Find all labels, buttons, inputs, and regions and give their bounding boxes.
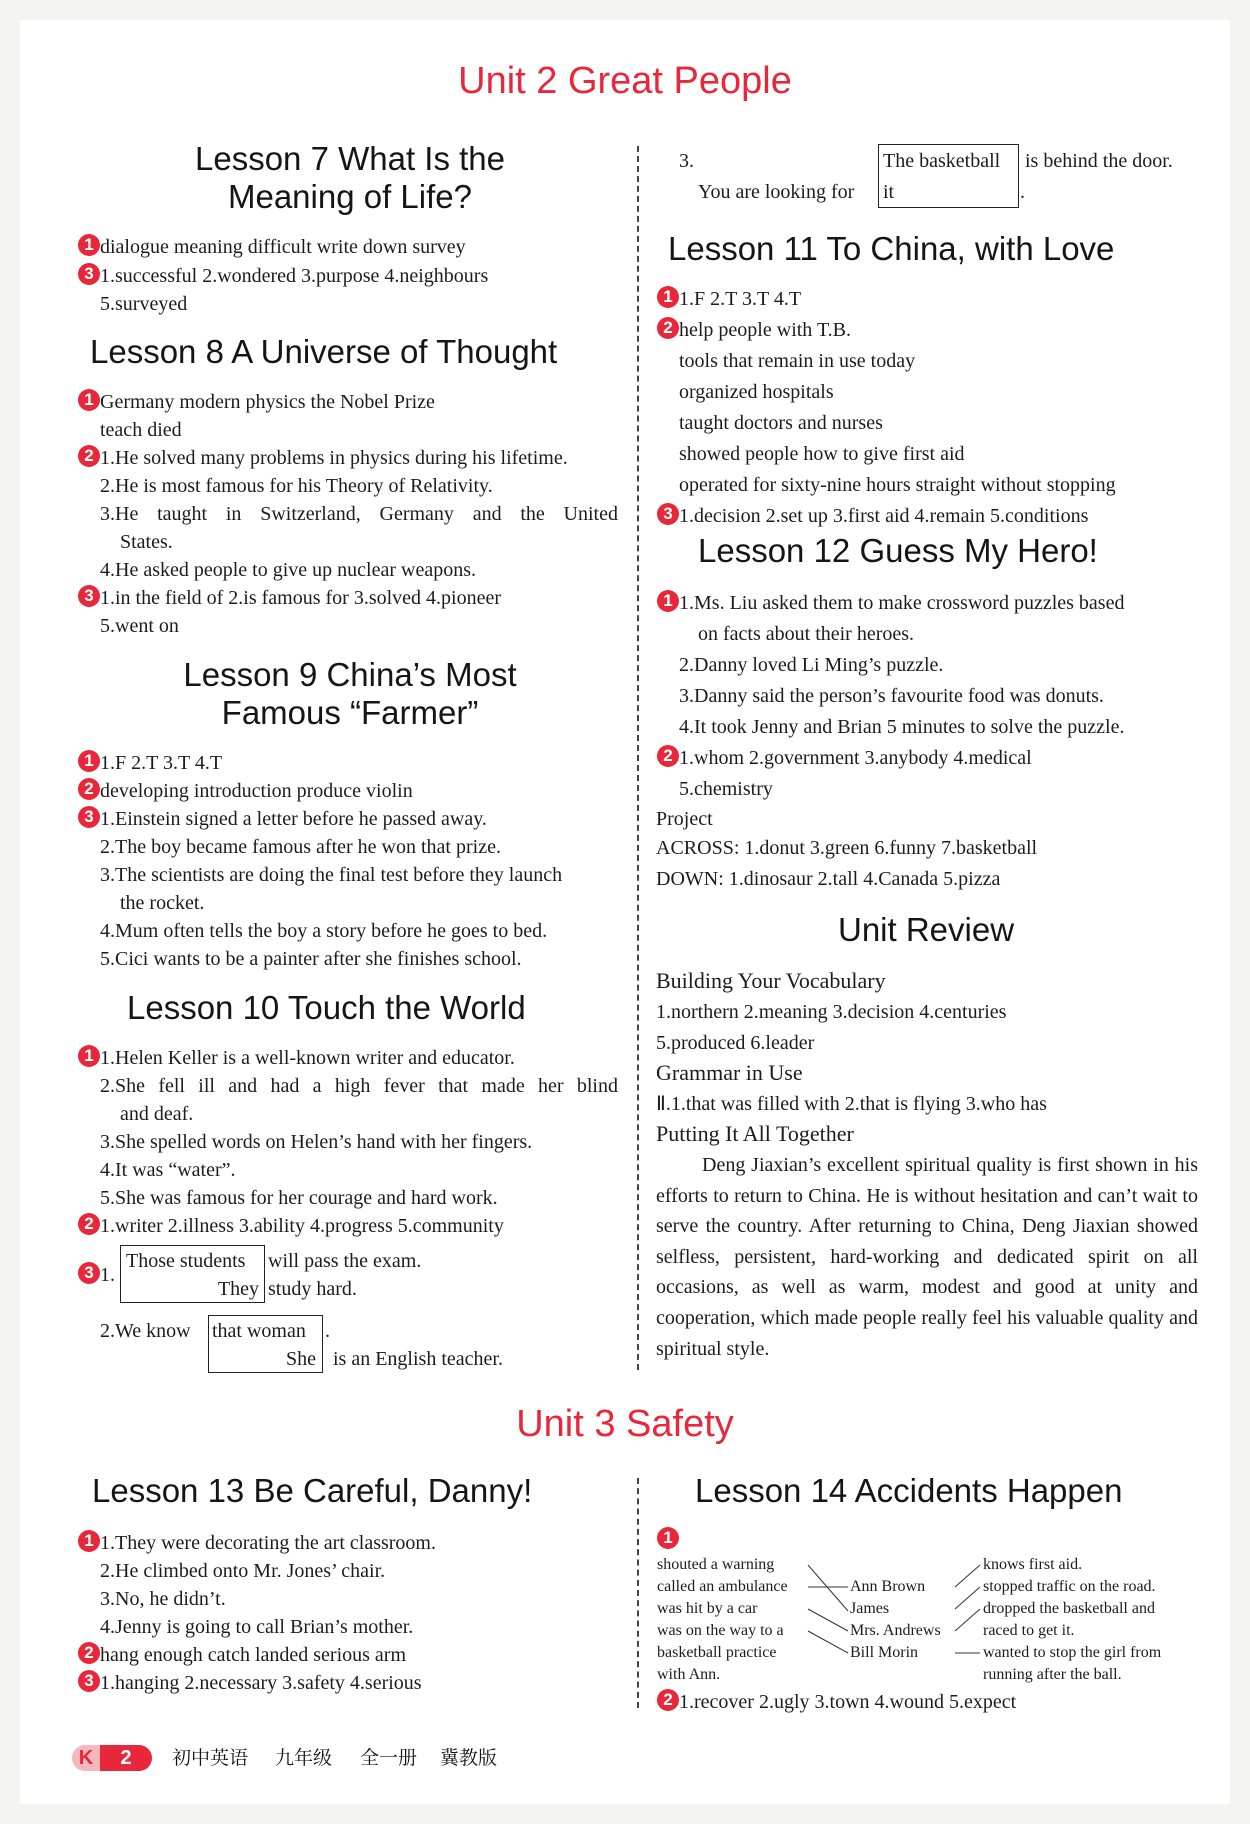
unit-3-title: Unit 3 Safety [516, 1403, 734, 1445]
l9-answer-3-line: 1.Einstein signed a letter before he passed away. [100, 808, 487, 830]
l12-answer-1-line: 2.Danny loved Li Ming’s puzzle. [679, 654, 944, 676]
box-text: that woman [212, 1320, 306, 1342]
l8-answer-2-line: 1.He solved many problems in physics during his lifetime. [100, 447, 568, 469]
match-line [955, 1565, 980, 1587]
item-number-2: 2 [657, 745, 679, 767]
l13-answer-1-line: 2.He climbed onto Mr. Jones’ chair. [100, 1560, 386, 1582]
item-number-1: 1 [78, 1045, 100, 1067]
l10-answer-3-tail: is an English teacher. [333, 1348, 503, 1370]
l8-answer-2-line: States. [120, 531, 173, 553]
lesson-10-title: Lesson 10 Touch the World [127, 989, 526, 1026]
l10-answer-3-tail: will pass the exam. [268, 1250, 422, 1272]
match-line [808, 1631, 848, 1653]
l10-cont-number: 3. [679, 150, 694, 172]
match-right-item: dropped the basketball and [983, 1600, 1155, 1617]
l11-answer-2-line: help people with T.B. [679, 319, 852, 341]
l11-answer-1: 1.F 2.T 3.T 4.T [679, 288, 802, 310]
match-line [808, 1609, 848, 1631]
l8-answer-1: Germany modern physics the Nobel Prize [100, 391, 435, 413]
l10-answer-1-line: and deaf. [120, 1103, 194, 1125]
footer-grade: 九年级 [275, 1747, 333, 1769]
item-number-1: 1 [657, 590, 679, 612]
l10-cont-tail: . [1020, 181, 1025, 203]
box-text: The basketball [883, 150, 1001, 172]
item-number-1: 1 [78, 234, 100, 256]
footer-subject: 初中英语 [172, 1747, 249, 1769]
vocab-answer: 1.northern 2.meaning 3.decision 4.centuries [656, 1001, 1007, 1023]
lesson-9-title-1: Lesson 9 China’s Most [183, 656, 517, 693]
match-name: Ann Brown [850, 1578, 926, 1595]
l10-answer-1-line: 5.She was famous for her courage and hard work. [100, 1187, 498, 1209]
item-number-2: 2 [78, 778, 100, 800]
l9-answer-3-line: the rocket. [120, 892, 205, 914]
match-left-item: shouted a warning [657, 1556, 775, 1573]
match-name: Bill Morin [850, 1644, 919, 1661]
project-across: ACROSS: 1.donut 3.green 6.funny 7.basketball [656, 837, 1038, 859]
l10-answer-3-tail: . [325, 1320, 330, 1342]
l12-answer-1-line: 4.It took Jenny and Brian 5 minutes to solve the puzzle. [679, 716, 1125, 738]
l9-answer-2: developing introduction produce violin [100, 780, 413, 802]
l7-answer-1: dialogue meaning difficult write down survey [100, 236, 466, 258]
l11-answer-2-line: organized hospitals [679, 381, 834, 403]
match-name: Mrs. Andrews [850, 1622, 941, 1639]
match-left-item: was hit by a car [657, 1600, 758, 1617]
box-text: Those students [126, 1250, 246, 1272]
lesson-12-title: Lesson 12 Guess My Hero! [698, 532, 1098, 569]
grammar-heading: Grammar in Use [656, 1060, 803, 1085]
l9-answer-3-line: 4.Mum often tells the boy a story before he goes to bed. [100, 920, 548, 942]
item-number-3: 3 [78, 263, 100, 285]
l8-answer-3: 1.in the field of 2.is famous for 3.solved 4.pioneer [100, 587, 502, 609]
l8-answer-3b: 5.went on [100, 615, 179, 637]
l8-answer-2-line: 3.He taught in Switzerland, Germany and the United [100, 503, 618, 525]
box-text: it [883, 181, 895, 203]
box-text: They [217, 1278, 259, 1300]
lesson-14-title: Lesson 14 Accidents Happen [695, 1472, 1123, 1509]
together-paragraph: Deng Jiaxian’s excellent spiritual quality is first shown in his efforts to return to China. He is without hesitation and can’t wait to serve the country. After returning to China, Deng Jiaxian showed selfless, persistent, hard-working and dedicated spirit on all occasions, as well as warm, modest and good at unity and cooperation, which made people really feel his valuable quality and spiritual style. [656, 1154, 1198, 1360]
l10-answer-3-prefix: 1. [100, 1264, 115, 1286]
lesson-11-title: Lesson 11 To China, with Love [668, 230, 1115, 267]
item-number-1: 1 [657, 286, 679, 308]
l12-answer-1-line: on facts about their heroes. [698, 623, 915, 645]
match-left-item: called an ambulance [657, 1578, 788, 1595]
item-number-3: 3 [78, 585, 100, 607]
l7-answer-3: 1.successful 2.wondered 3.purpose 4.neighbours [100, 265, 489, 287]
l8-answer-2-line: 4.He asked people to give up nuclear weapons. [100, 559, 476, 581]
l9-answer-1: 1.F 2.T 3.T 4.T [100, 752, 223, 774]
vocab-heading: Building Your Vocabulary [656, 968, 886, 993]
l12-answer-1-line: 3.Danny said the person’s favourite food was donuts. [679, 685, 1104, 707]
l10-answer-1-line: 2.She fell ill and had a high fever that made her blind [100, 1075, 618, 1097]
match-left-item: basketball practice [657, 1644, 777, 1661]
l7-answer-3b: 5.surveyed [100, 293, 188, 315]
item-number-1: 1 [78, 1530, 100, 1552]
footer-edition: 冀教版 [440, 1747, 498, 1769]
match-right-item: stopped traffic on the road. [983, 1578, 1156, 1595]
match-right-item: raced to get it. [983, 1622, 1075, 1639]
lesson-9-title-2: Famous “Farmer” [221, 694, 479, 731]
l13-answer-1-line: 3.No, he didn’t. [100, 1588, 226, 1610]
l8-answer-2-line: 2.He is most famous for his Theory of Relativity. [100, 475, 493, 497]
l14-answer-2: 1.recover 2.ugly 3.town 4.wound 5.expect [679, 1691, 1017, 1713]
item-number-3: 3 [78, 1262, 100, 1284]
lesson-7-title-2: Meaning of Life? [227, 178, 472, 215]
unit-2-title: Unit 2 Great People [458, 60, 792, 102]
l13-answer-1-line: 1.They were decorating the art classroom. [100, 1532, 436, 1554]
l11-answer-2-line: operated for sixty-nine hours straight without stopping [679, 474, 1116, 496]
l11-answer-2-line: taught doctors and nurses [679, 412, 883, 434]
l8-answer-1b: teach died [100, 419, 182, 441]
item-number-2: 2 [657, 317, 679, 339]
lesson-7-title-1: Lesson 7 What Is the [194, 140, 505, 177]
l10-cont-head: You are looking for [698, 181, 855, 203]
together-heading: Putting It All Together [656, 1121, 854, 1146]
match-right-item: running after the ball. [983, 1666, 1122, 1683]
vocab-answer-b: 5.produced 6.leader [656, 1032, 815, 1054]
project-down: DOWN: 1.dinosaur 2.tall 4.Canada 5.pizza [656, 868, 1001, 890]
item-number-1: 1 [78, 750, 100, 772]
item-number-3: 3 [657, 503, 679, 525]
lesson-8-title: Lesson 8 A Universe of Thought [90, 333, 558, 370]
l10-answer-1-line: 3.She spelled words on Helen’s hand with her fingers. [100, 1131, 533, 1153]
l11-answer-2-line: showed people how to give first aid [679, 443, 965, 465]
l12-answer-2b: 5.chemistry [679, 778, 773, 800]
match-line [955, 1609, 980, 1631]
footer-k-badge: K [72, 1745, 100, 1771]
l10-cont-tail: is behind the door. [1025, 150, 1173, 172]
match-right-item: wanted to stop the girl from [983, 1644, 1162, 1661]
match-line [955, 1587, 980, 1609]
lesson-13-title: Lesson 13 Be Careful, Danny! [92, 1472, 533, 1509]
l10-answer-3-line2: 2.We know [100, 1320, 191, 1342]
item-number-2: 2 [78, 1213, 100, 1235]
match-line [808, 1565, 848, 1611]
item-number-3: 3 [78, 1670, 100, 1692]
project-label: Project [656, 808, 713, 830]
l10-answer-2: 1.writer 2.illness 3.ability 4.progress 5.community [100, 1215, 504, 1237]
l9-answer-3-line: 3.The scientists are doing the final test before they launch [100, 864, 563, 886]
item-number-1: 1 [78, 389, 100, 411]
l12-answer-1-line: 1.Ms. Liu asked them to make crossword puzzles based [679, 592, 1125, 614]
unit-review-title: Unit Review [838, 911, 1015, 948]
l12-answer-2: 1.whom 2.government 3.anybody 4.medical [679, 747, 1032, 769]
footer-volume: 全一册 [360, 1747, 418, 1769]
l13-answer-3: 1.hanging 2.necessary 3.safety 4.serious [100, 1672, 422, 1694]
l11-answer-2-line: tools that remain in use today [679, 350, 916, 372]
l10-answer-1-line: 1.Helen Keller is a well-known writer and educator. [100, 1047, 515, 1069]
l10-answer-3-tail: study hard. [268, 1278, 357, 1300]
box-text: She [286, 1348, 316, 1370]
match-name: James [850, 1600, 890, 1617]
l13-answer-1-line: 4.Jenny is going to call Brian’s mother. [100, 1616, 414, 1638]
match-right-item: knows first aid. [983, 1556, 1083, 1573]
item-number-3: 3 [78, 806, 100, 828]
item-number-2: 2 [657, 1689, 679, 1711]
l9-answer-3-line: 2.The boy became famous after he won that prize. [100, 836, 501, 858]
item-number-1: 1 [657, 1527, 679, 1549]
match-left-item: was on the way to a [657, 1622, 784, 1639]
item-number-2: 2 [78, 445, 100, 467]
item-number-2: 2 [78, 1642, 100, 1664]
l13-answer-2: hang enough catch landed serious arm [100, 1644, 407, 1666]
grammar-answer: Ⅱ.1.that was filled with 2.that is flying 3.who has [656, 1093, 1047, 1115]
l11-answer-3: 1.decision 2.set up 3.first aid 4.remain 5.conditions [679, 505, 1089, 527]
page-number: 2 [100, 1745, 152, 1771]
l10-answer-1-line: 4.It was “water”. [100, 1159, 236, 1181]
match-left-item: with Ann. [657, 1666, 721, 1683]
l9-answer-3-line: 5.Cici wants to be a painter after she finishes school. [100, 948, 522, 970]
